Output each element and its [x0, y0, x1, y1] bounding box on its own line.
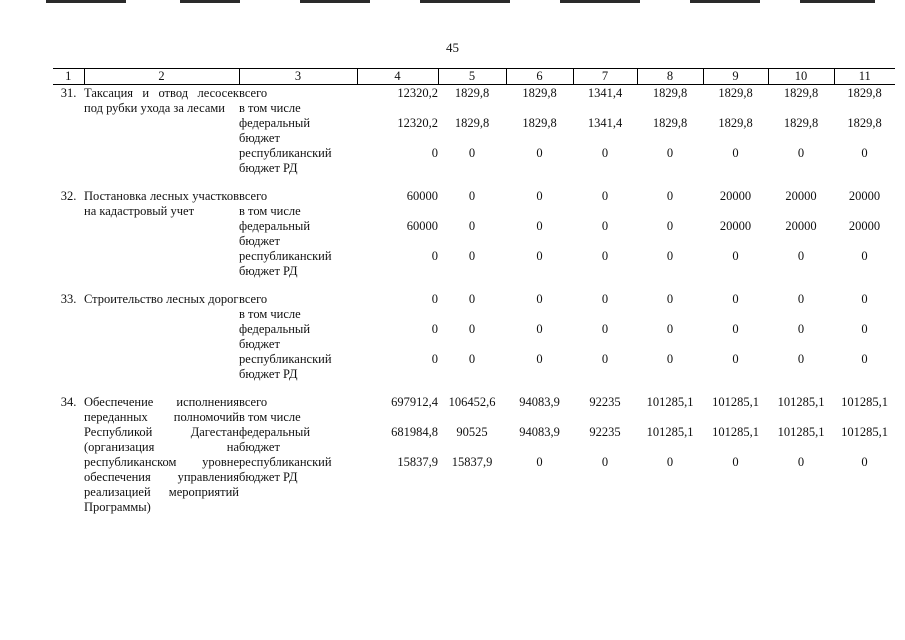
amount-value: 0 [601, 249, 609, 263]
column-header: 9 [703, 69, 768, 85]
amount-value: 0 [732, 455, 739, 469]
amount-value: 0 [536, 146, 543, 160]
amount-value: 0 [797, 292, 805, 306]
amount-value: 20000 [848, 189, 881, 203]
amount-value: 20000 [785, 189, 817, 203]
value-column-9 [703, 291, 768, 382]
column-header: 10 [768, 69, 834, 85]
amount-value: 0 [861, 146, 868, 160]
amount-value: 0 [468, 249, 476, 263]
column-header: 8 [637, 69, 703, 85]
value-column-9 [703, 188, 768, 279]
value-column-4 [357, 291, 438, 382]
amount-value: 0 [797, 249, 805, 263]
amount-value: 0 [666, 455, 674, 469]
row-spacer [53, 176, 895, 188]
amount-value: 0 [431, 352, 438, 366]
value-column-10 [768, 291, 834, 382]
column-header: 11 [834, 69, 895, 85]
amount-value: 1829,8 [783, 86, 819, 100]
value-column-4 [357, 394, 438, 515]
activity-name: Обеспечение исполнения переданных полномочий Республикой Дагестан (организация на республиканском уровне обеспечения управления реализацией мероприятий Программы) [84, 395, 239, 514]
amount-value: 20000 [719, 189, 752, 203]
value-column-10 [768, 188, 834, 279]
amount-value: 12320,2 [397, 86, 438, 100]
amount-value: 0 [601, 455, 609, 469]
value-column-8 [637, 85, 703, 177]
column-header: 5 [438, 69, 506, 85]
value-column-7 [573, 291, 637, 382]
amount-value: 101285,1 [646, 395, 694, 409]
funding-source-label: республиканский бюджет РД [239, 455, 332, 484]
amount-value: 0 [732, 292, 739, 306]
amount-value: 0 [861, 352, 868, 366]
amount-value: 1341,4 [587, 86, 623, 100]
row-spacer-cell [53, 176, 895, 188]
amount-value: 15837,9 [397, 455, 438, 469]
column-header: 6 [506, 69, 573, 85]
amount-value: 0 [601, 219, 609, 233]
amount-value: 90525 [456, 425, 488, 439]
value-column-8 [637, 291, 703, 382]
amount-value: 0 [468, 219, 476, 233]
scan-edge-mark [300, 0, 370, 3]
amount-value: 0 [601, 352, 609, 366]
amount-value: 1829,8 [847, 86, 882, 100]
amount-value: 101285,1 [841, 395, 888, 409]
amount-value: 101285,1 [712, 425, 759, 439]
value-column-7 [573, 394, 637, 515]
row-number: 32. [60, 189, 77, 203]
value-column-5 [438, 188, 506, 279]
amount-value: 1829,8 [454, 86, 490, 100]
amount-value: 0 [431, 292, 438, 306]
value-column-6 [506, 188, 573, 279]
amount-value: 101285,1 [777, 425, 825, 439]
amount-value: 0 [732, 249, 739, 263]
row-spacer [53, 279, 895, 291]
funding-source-label: всего в том числе [239, 86, 301, 115]
amount-value: 0 [666, 219, 674, 233]
amount-value: 0 [861, 249, 868, 263]
amount-value: 0 [797, 146, 805, 160]
amount-value: 0 [797, 455, 805, 469]
amount-value: 0 [431, 322, 438, 336]
amount-value: 0 [536, 219, 543, 233]
funding-source-label: всего в том числе [239, 189, 301, 218]
scan-edge-mark [560, 0, 640, 3]
value-column-9 [703, 394, 768, 515]
column-header: 7 [573, 69, 637, 85]
scan-edge-mark [690, 0, 760, 3]
amount-value: 15837,9 [451, 455, 493, 469]
amount-value: 0 [536, 189, 543, 203]
amount-value: 101285,1 [712, 395, 759, 409]
amount-value: 1829,8 [847, 116, 882, 130]
value-column-4 [357, 85, 438, 177]
amount-value: 94083,9 [519, 395, 560, 409]
column-header: 3 [239, 69, 357, 85]
amount-value: 0 [666, 292, 674, 306]
amount-value: 0 [536, 455, 543, 469]
amount-value: 1341,4 [587, 116, 623, 130]
budget-table [53, 68, 895, 515]
amount-value: 0 [536, 292, 543, 306]
value-column-8 [637, 394, 703, 515]
value-column-6 [506, 394, 573, 515]
amount-value: 0 [468, 352, 476, 366]
amount-value: 101285,1 [646, 425, 694, 439]
amount-value: 0 [468, 189, 476, 203]
amount-value: 1829,8 [718, 86, 753, 100]
amount-value: 0 [732, 352, 739, 366]
table-row [53, 188, 895, 279]
funding-source-cell [239, 85, 357, 177]
amount-value: 1829,8 [522, 86, 557, 100]
value-column-8 [637, 188, 703, 279]
value-column-7 [573, 188, 637, 279]
amount-value: 0 [468, 322, 476, 336]
amount-value: 0 [666, 352, 674, 366]
amount-value: 0 [468, 146, 476, 160]
amount-value: 0 [431, 146, 438, 160]
value-column-5 [438, 394, 506, 515]
amount-value: 0 [797, 352, 805, 366]
amount-value: 0 [601, 322, 609, 336]
row-spacer [53, 382, 895, 394]
amount-value: 106452,6 [448, 395, 496, 409]
value-column-11 [834, 85, 895, 177]
amount-value: 60000 [406, 219, 438, 233]
amount-value: 20000 [719, 219, 752, 233]
value-column-4 [357, 188, 438, 279]
value-column-7 [573, 85, 637, 177]
amount-value: 0 [601, 292, 609, 306]
amount-value: 0 [666, 249, 674, 263]
table-row [53, 394, 895, 515]
funding-source-label: республиканский бюджет РД [239, 146, 332, 175]
amount-value: 0 [732, 322, 739, 336]
column-number-header [53, 69, 895, 85]
amount-value: 0 [601, 146, 609, 160]
funding-source-label: федеральный бюджет [239, 116, 311, 145]
value-column-6 [506, 291, 573, 382]
funding-source-cell [239, 291, 357, 382]
value-column-5 [438, 85, 506, 177]
amount-value: 20000 [785, 219, 817, 233]
funding-source-cell [239, 394, 357, 515]
amount-value: 1829,8 [454, 116, 490, 130]
amount-value: 0 [536, 352, 543, 366]
amount-value: 94083,9 [519, 425, 560, 439]
amount-value: 92235 [589, 425, 621, 439]
amount-value: 697912,4 [391, 395, 438, 409]
row-number: 33. [60, 292, 77, 306]
scan-edge-mark [46, 0, 126, 3]
value-column-6 [506, 85, 573, 177]
amount-value: 92235 [589, 395, 621, 409]
scan-edge-mark [800, 0, 875, 3]
table-row [53, 85, 895, 177]
funding-source-label: всего в том числе [239, 395, 301, 424]
amount-value: 20000 [848, 219, 881, 233]
amount-value: 1829,8 [652, 116, 688, 130]
amount-value: 681984,8 [391, 425, 438, 439]
value-column-9 [703, 85, 768, 177]
amount-value: 101285,1 [777, 395, 825, 409]
funding-source-label: федеральный бюджет [239, 322, 311, 351]
amount-value: 0 [732, 146, 739, 160]
page-number: 45 [446, 40, 459, 55]
amount-value: 101285,1 [841, 425, 888, 439]
value-column-10 [768, 394, 834, 515]
table-row [53, 291, 895, 382]
value-column-11 [834, 188, 895, 279]
amount-value: 60000 [406, 189, 438, 203]
activity-name: Строительство лесных дорог [84, 292, 239, 306]
funding-source-label: республиканский бюджет РД [239, 249, 332, 278]
amount-value: 12320,2 [397, 116, 438, 130]
value-column-11 [834, 291, 895, 382]
scan-edge-mark [180, 0, 240, 3]
value-column-11 [834, 394, 895, 515]
column-header: 1 [53, 69, 84, 85]
amount-value: 1829,8 [652, 86, 688, 100]
funding-source-label: республиканский бюджет РД [239, 352, 332, 381]
scan-edge-mark [420, 0, 510, 3]
amount-value: 0 [666, 322, 674, 336]
funding-source-label: федеральный бюджет [239, 425, 311, 454]
activity-name: Постановка лесных участков на кадастровый учет [84, 189, 239, 218]
amount-value: 0 [797, 322, 805, 336]
row-number: 34. [60, 395, 77, 409]
activity-name: Таксация и отвод лесосек под рубки ухода за лесами [84, 86, 239, 115]
amount-value: 0 [468, 292, 476, 306]
amount-value: 1829,8 [522, 116, 557, 130]
value-column-10 [768, 85, 834, 177]
amount-value: 0 [536, 322, 543, 336]
row-spacer-cell [53, 382, 895, 394]
column-header: 4 [357, 69, 438, 85]
row-number: 31. [60, 86, 77, 100]
funding-source-label: федеральный бюджет [239, 219, 311, 248]
amount-value: 0 [431, 249, 438, 263]
amount-value: 0 [666, 146, 674, 160]
column-header: 2 [84, 69, 239, 85]
amount-value: 0 [861, 322, 868, 336]
funding-source-label: всего в том числе [239, 292, 301, 321]
amount-value: 1829,8 [718, 116, 753, 130]
amount-value: 0 [601, 189, 609, 203]
funding-source-cell [239, 188, 357, 279]
amount-value: 0 [666, 189, 674, 203]
amount-value: 0 [861, 455, 868, 469]
row-spacer-cell [53, 279, 895, 291]
amount-value: 0 [861, 292, 868, 306]
amount-value: 0 [536, 249, 543, 263]
amount-value: 1829,8 [783, 116, 819, 130]
value-column-5 [438, 291, 506, 382]
